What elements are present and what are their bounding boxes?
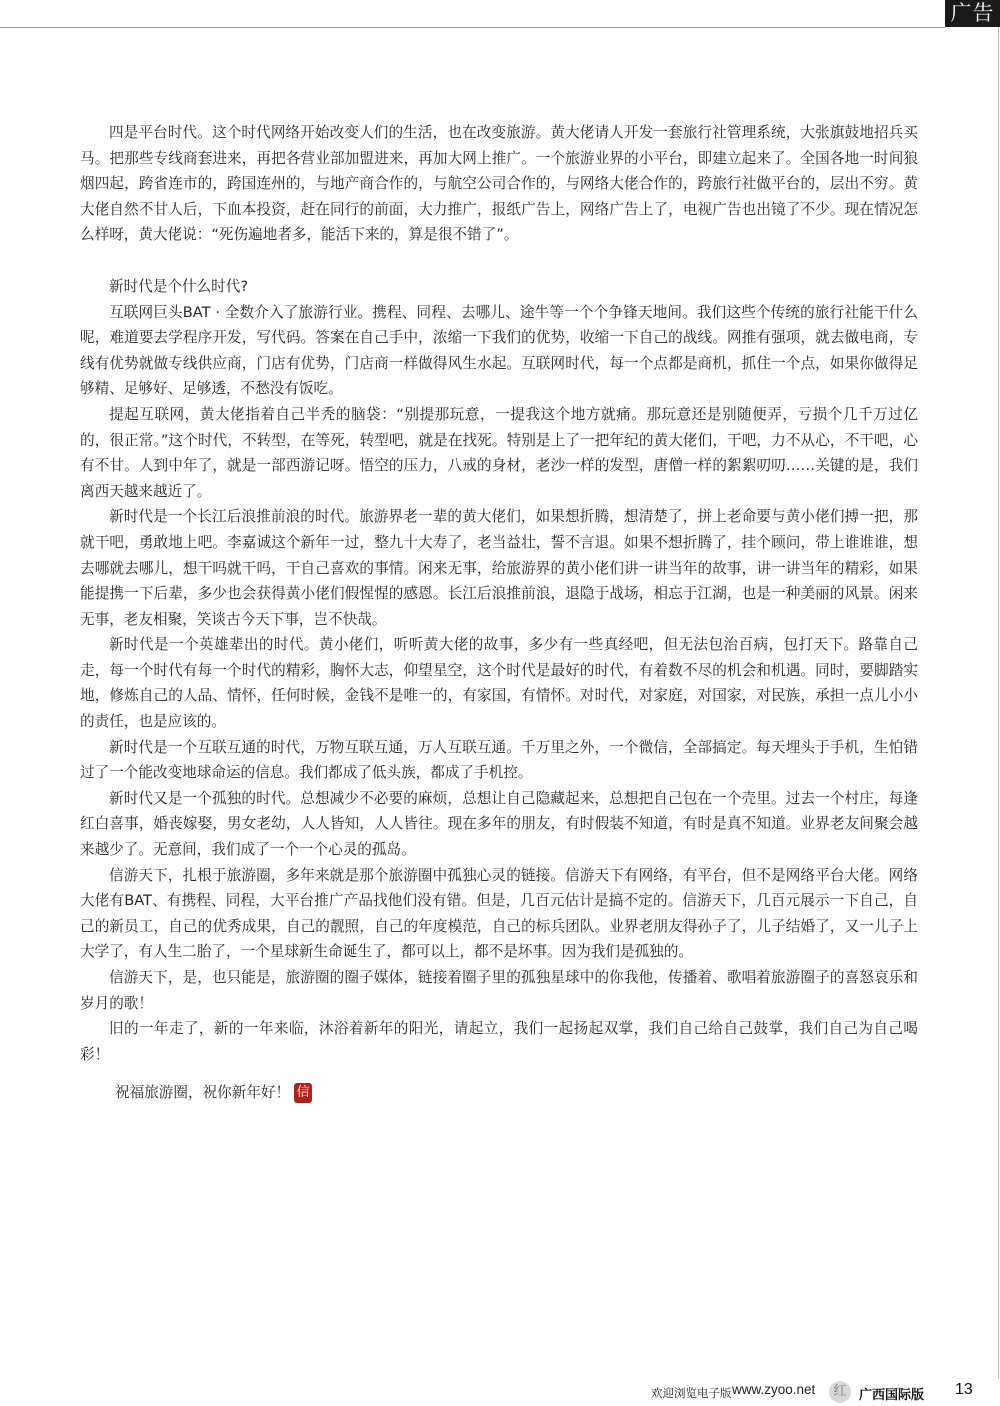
article-paragraph: 互联网巨头BAT · 全数介入了旅游行业。携程、同程、去哪儿、途牛等一个个争锋天地间。我们这些个传统的旅行社能干什么呢，难道要去学程序开发，写代码。答案在自己手中，浓缩一下我们的优势，收缩一下自己的战线。网推有强项，就去做电商，专线有优势就做专线供应商，门店有优势，门店商一样做得风生水起。互联网时代，每一个点都是商机，抓住一个点，如果你做得足够精、足够好、足够透，不愁没有饭吃。 xyxy=(80,303,918,398)
red-seal-icon: 信 xyxy=(294,1083,312,1103)
footer-url-link[interactable]: www.zyoo.net xyxy=(732,1382,816,1397)
article-paragraph: 提起互联网，黄大佬指着自己半秃的脑袋：“别提那玩意，一提我这个地方就痛。那玩意还是别随便弄，亏损个几千万过亿的，很正常。”这个时代，不转型，在等死，转型吧，就是在找死。特别是上了一把年纪的黄大佬们，干吧，力不从心，不干吧，心有不甘。人到中年了，就是一部西游记呀。悟空的压力，八戒的身材，老沙一样的发型，唐僧一样的絮絮叨叨……关键的是，我们离西天越来越近了。 xyxy=(80,405,918,500)
article-paragraph: 四是平台时代。这个时代网络开始改变人们的生活，也在改变旅游。黄大佬请人开发一套旅行社管理系统，大张旗鼓地招兵买马。把那些专线商套进来，再把各营业部加盟进来，再加大网上推广。一个旅游业界的小平台，即建立起来了。全国各地一时间狼烟四起，跨省连市的，跨国连州的，与地产商合作的，与航空公司合作的，与网络大佬合作的，跨旅行社做平台的，层出不穷。黄大佬自然不甘人后，下血本投资，赶在同行的前面，大力推广，报纸广告上，网络广告上了，电视广告也出镜了不少。现在情况怎么样呀，黄大佬说：“死伤遍地者多，能活下来的，算是很不错了”。 xyxy=(80,124,918,244)
page-footer xyxy=(0,1380,1000,1406)
paragraph-gap xyxy=(80,248,918,274)
article-paragraph: 信游天下，是，也只能是，旅游圈的圈子媒体，链接着圈子里的孤独星球中的你我他，传播着、歌唱着旅游圈子的喜怒哀乐和岁月的歌！ xyxy=(80,969,918,1012)
article-body xyxy=(80,120,918,1106)
sign-off-line xyxy=(80,1080,918,1106)
sign-off-text: 祝福旅游圈，祝你新年好！ xyxy=(115,1084,291,1102)
right-rule xyxy=(998,27,999,1379)
article-paragraph: 信游天下，扎根于旅游圈，多年来就是那个旅游圈中孤独心灵的链接。信游天下有网络，有平台，但不是网络平台大佬。网络大佬有BAT、有携程、同程，大平台推广产品找他们没有错。但是，几百元估计是搞不定的。信游天下，几百元展示一下自己，自己的新员工，自己的优秀成果，自己的靓照，自己的年度模范，自己的标兵团队。业界老朋友得孙子了，儿子结婚了，又一儿子上大学了，有人生二胎了，一个星球新生命诞生了，都可以上，都不是坏事。因为我们是孤独的。 xyxy=(80,866,918,961)
article-paragraph: 新时代是一个英雄辈出的时代。黄小佬们，听听黄大佬的故事，多少有一些真经吧，但无法包治百病，包打天下。路靠自己走，每一个时代有每一个时代的精彩，胸怀大志，仰望星空，这个时代是最好的时代，有着数不尽的机会和机遇。同时，要脚踏实地，修炼自己的人品、情怀，任何时候，金钱不是唯一的，有家国，有情怀。对时代，对家庭，对国家，对民族，承担一点儿小小的责任，也是应该的。 xyxy=(80,636,918,731)
advertisement-tab: 广告 xyxy=(945,0,1000,27)
article-paragraph: 新时代又是一个孤独的时代。总想减少不必要的麻烦，总想让自己隐藏起来，总想把自己包在一个壳里。过去一个村庄，每逢红白喜事，婚丧嫁娶，男女老幼，人人皆知，人人皆往。现在多年的朋友，有时假装不知道，有时是真不知道。业界老友间聚会越来越少了。无意间，我们成了一个一个心灵的孤岛。 xyxy=(80,789,918,859)
footer-welcome-text: 欢迎浏览电子版 xyxy=(651,1386,732,1400)
footer-edition-label: 广西国际版 xyxy=(859,1388,925,1403)
article-paragraph: 新时代是一个互联互通的时代，万物互联互通，万人互联互通。千万里之外，一个微信，全部搞定。每天埋头于手机，生怕错过了一个能改变地球命运的信息。我们都成了低头族，都成了手机控。 xyxy=(80,738,918,782)
publication-logo-icon: 红 xyxy=(829,1381,851,1403)
article-paragraph: 新时代是一个长江后浪推前浪的时代。旅游界老一辈的黄大佬们，如果想折腾，想清楚了，拼上老命要与黄小佬们搏一把，那就干吧，勇敢地上吧。李嘉诚这个新年一过，整九十大寿了，老当益壮，誓不言退。如果不想折腾了，挂个顾问，带上谁谁谁，想去哪就去哪儿，想干吗就干吗，干自己喜欢的事情。闲来无事，给旅游界的黄小佬们讲一讲当年的故事，讲一讲当年的精彩，如果能提携一下后辈，多少也会获得黄小佬们假惺惺的感恩。长江后浪推前浪，退隐于战场，相忘于江湖，也是一种美丽的风景。闲来无事，老友相聚，笑谈古今天下事，岂不快哉。 xyxy=(80,508,918,628)
section-question: 新时代是个什么时代? xyxy=(109,277,249,295)
article-paragraph: 旧的一年走了，新的一年来临，沐浴着新年的阳光，请起立，我们一起扬起双掌，我们自己给自己鼓掌，我们自己为自己喝彩！ xyxy=(80,1020,918,1063)
top-rule xyxy=(0,27,945,28)
page-number: 13 xyxy=(955,1381,973,1398)
